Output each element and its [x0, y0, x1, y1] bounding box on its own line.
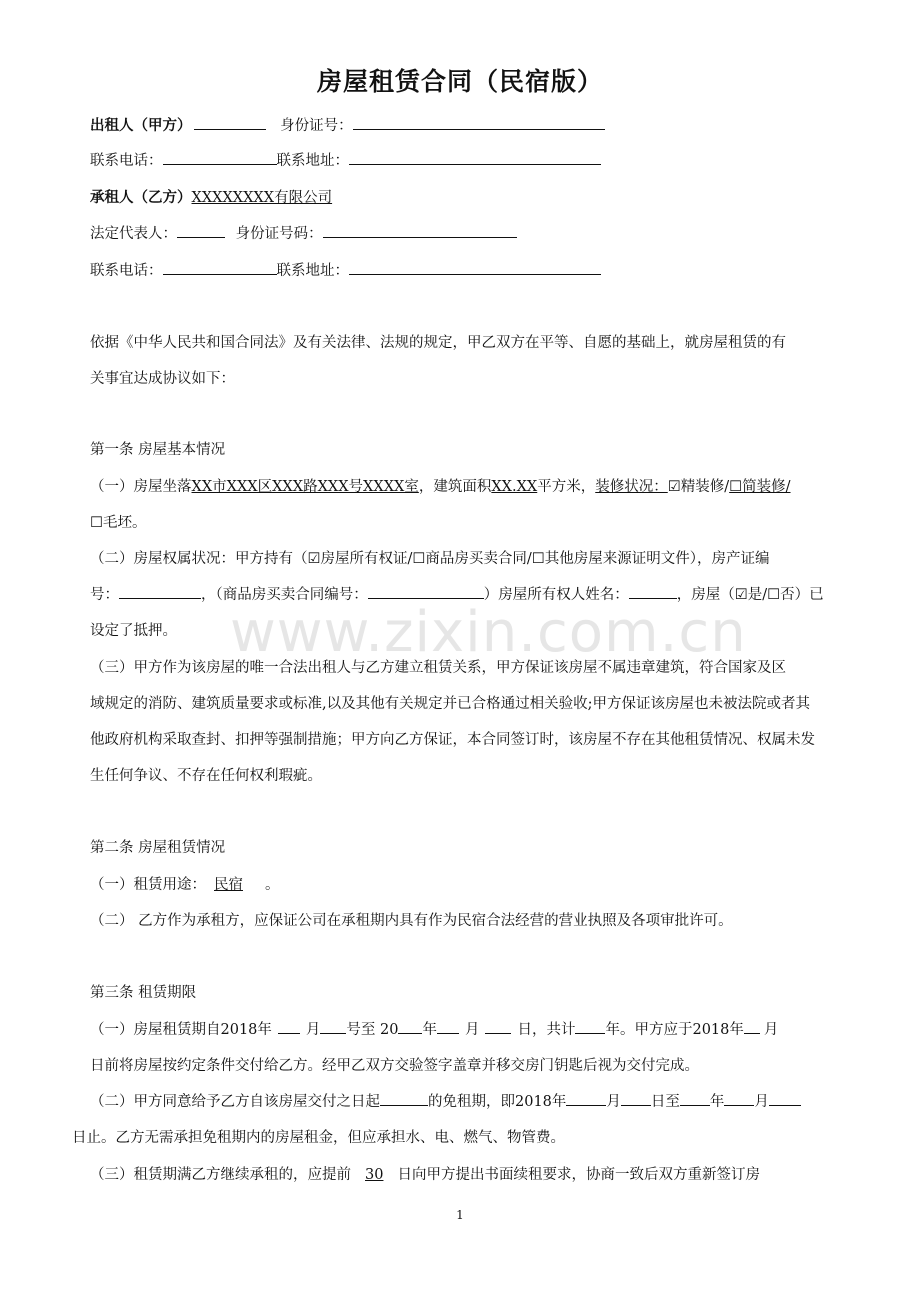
article1-p1-prefix: （一）房屋坐落	[90, 479, 192, 495]
rent-free-start-month-blank	[566, 1091, 606, 1106]
lessee-label: 承租人（乙方）	[90, 190, 192, 206]
lessee-address-blank	[349, 260, 601, 275]
watermark: www.zixin.com.cn	[230, 600, 747, 665]
lessee-company: XXXXXXXX有限公司	[191, 190, 333, 206]
lease-start-month-label: 月	[305, 1022, 321, 1038]
lease-end-month-label: 月	[464, 1022, 480, 1038]
lease-end-day-blank	[485, 1019, 511, 1034]
lessee-address-label: 联系地址：	[276, 263, 349, 279]
property-address: XX市XXX区XXX路XXX号XXXX室	[191, 479, 419, 495]
lessor-id-blank	[353, 115, 605, 130]
article3-heading: 第三条 租赁期限	[90, 985, 197, 1001]
lessor-phone-blank	[163, 150, 277, 165]
document-title: 房屋租赁合同（民宿版）	[316, 67, 603, 96]
lease-total-blank	[575, 1019, 605, 1034]
rent-free-label: （二）甲方同意给予乙方自该房屋交付之日起	[90, 1094, 380, 1110]
rent-free-start-month-label: 月	[606, 1094, 621, 1110]
article1-p3-line4: 生任何争议、不存在任何权利瑕疵。	[90, 768, 322, 784]
lessor-name-blank	[194, 115, 266, 130]
article3-p1-line1	[90, 1018, 778, 1039]
rent-free-start-day-blank	[621, 1091, 651, 1106]
decor-option-fine: ☑精装修/	[667, 479, 730, 495]
lessee-rep-line	[90, 222, 517, 243]
rent-free-end-year-blank	[680, 1091, 710, 1106]
article1-p2-line2	[90, 583, 824, 604]
article1-p1-unit: 平方米，	[537, 479, 596, 495]
lease-start-day-blank	[320, 1019, 346, 1034]
delivery-year-label: 年。甲方应于2018年	[605, 1022, 744, 1038]
intro-line-1: 依据《中华人民共和国合同法》及有关法律、法规的规定，甲乙双方在平等、自愿的基础上，就房屋租赁的有	[90, 335, 786, 351]
article1-p3-line2: 域规定的消防、建筑质量要求或标准,以及其他有关规定并已合格通过相关验收;甲方保证该房屋也未被法院或者其	[90, 696, 810, 712]
rent-free-start-year: 的免租期，即2018年	[428, 1094, 567, 1110]
article3-p2-line2: 日止。乙方无需承担免租期内的房屋租金，但应承担水、电、燃气、物管费。	[72, 1130, 565, 1146]
lessee-id-label: 身份证号码：	[235, 226, 323, 242]
lessee-line	[90, 186, 332, 207]
usage-end: 。	[265, 877, 280, 893]
lessee-rep-blank	[177, 223, 225, 238]
cert-number-label: 号：	[90, 587, 119, 603]
article1-heading: 第一条 房屋基本情况	[90, 442, 226, 458]
decor-option-rough: ☐毛坯	[90, 515, 132, 531]
page-number: 1	[456, 1208, 464, 1222]
property-area: XX.XX	[491, 479, 538, 495]
article2-p2: （二） 乙方作为承租方，应保证公司在承租期内具有作为民宿合法经营的营业执照及各项审批许可。	[90, 913, 733, 929]
lessor-id-label: 身份证号：	[280, 118, 353, 134]
intro-line-2: 关事宜达成协议如下：	[90, 371, 235, 387]
owner-name-blank	[629, 584, 677, 599]
lease-end-month-blank	[437, 1019, 459, 1034]
article1-p1-area-label: ，建筑面积	[418, 479, 492, 495]
lessor-address-label: 联系地址：	[276, 153, 349, 169]
decor-option-simple: ☐简装修/	[729, 479, 791, 495]
lessee-phone-label: 联系电话：	[90, 263, 163, 279]
lessee-id-blank	[323, 223, 517, 238]
delivery-month-label: 月	[763, 1022, 779, 1038]
rent-free-to-label: 日至	[650, 1094, 680, 1110]
article1-p3-line3: 他政府机构采取查封、扣押等强制措施；甲方向乙方保证，本合同签订时，该房屋不存在其他租赁情况、权属未发	[90, 732, 815, 748]
lessee-contact-line	[90, 259, 601, 280]
lessor-contact-line	[90, 149, 601, 170]
lease-end-year-prefix: 号至 20	[346, 1022, 399, 1038]
delivery-month-blank	[744, 1019, 760, 1034]
lease-end-year-label: 年	[422, 1022, 437, 1038]
article2-heading: 第二条 房屋租赁情况	[90, 840, 226, 856]
lessee-rep-label: 法定代表人：	[90, 226, 177, 242]
article1-p3-line1: （三）甲方作为该房屋的唯一合法出租人与乙方建立租赁关系，甲方保证该房屋不属违章建筑，符合国家及区	[90, 660, 786, 676]
article2-p1	[90, 873, 280, 894]
renewal-label: （三）租赁期满乙方继续承租的，应提前	[90, 1167, 351, 1183]
article1-p2-line3: 设定了抵押。	[90, 623, 177, 639]
cert-number-blank	[119, 584, 201, 599]
renewal-text: 日向甲方提出书面续租要求，协商一致后双方重新签订房	[397, 1167, 760, 1183]
usage-value: 民宿	[214, 877, 243, 893]
contract-number-label: ，（商品房买卖合同编号：	[201, 587, 368, 603]
contract-number-blank	[368, 584, 484, 599]
rent-free-period-blank	[380, 1091, 428, 1106]
lessor-phone-label: 联系电话：	[90, 153, 163, 169]
lease-end-year-blank	[398, 1019, 422, 1034]
lessor-label: 出租人（甲方）	[90, 118, 192, 134]
article1-p1-line2	[90, 511, 147, 532]
owner-name-label: ）房屋所有权人姓名：	[483, 587, 629, 603]
article1-p1-line1	[90, 475, 791, 496]
rent-free-end-month-blank	[724, 1091, 754, 1106]
lessor-line	[90, 114, 605, 135]
lease-start-month-blank	[278, 1019, 300, 1034]
rent-free-end-month-label: 月	[754, 1094, 769, 1110]
article3-p3-line1	[90, 1163, 760, 1184]
lessor-address-blank	[349, 150, 601, 165]
lease-start-year: （一）房屋租赁期自2018年	[90, 1022, 272, 1038]
article3-p1-line2: 日前将房屋按约定条件交付给乙方。经甲乙双方交验签字盖章并移交房门钥匙后视为交付完成。	[90, 1058, 699, 1074]
renewal-days: 30	[365, 1167, 384, 1183]
rent-free-end-day-blank	[769, 1091, 801, 1106]
article3-p2-line1	[90, 1090, 801, 1111]
rent-free-end-year-label: 年	[709, 1094, 725, 1110]
lease-total-label: 日，共计	[517, 1022, 576, 1038]
usage-label: （一）租赁用途：	[90, 877, 206, 893]
mortgage-label: ，房屋（☑是/☐否）已	[676, 587, 824, 603]
decor-label: 装修状况：	[595, 479, 668, 495]
article1-p2-line1: （二）房屋权属状况：甲方持有（☑房屋所有权证/☐商品房买卖合同/☐其他房屋来源证明文件），房产证编	[90, 551, 770, 567]
lessee-phone-blank	[163, 260, 277, 275]
article1-p1-end: 。	[132, 515, 147, 531]
